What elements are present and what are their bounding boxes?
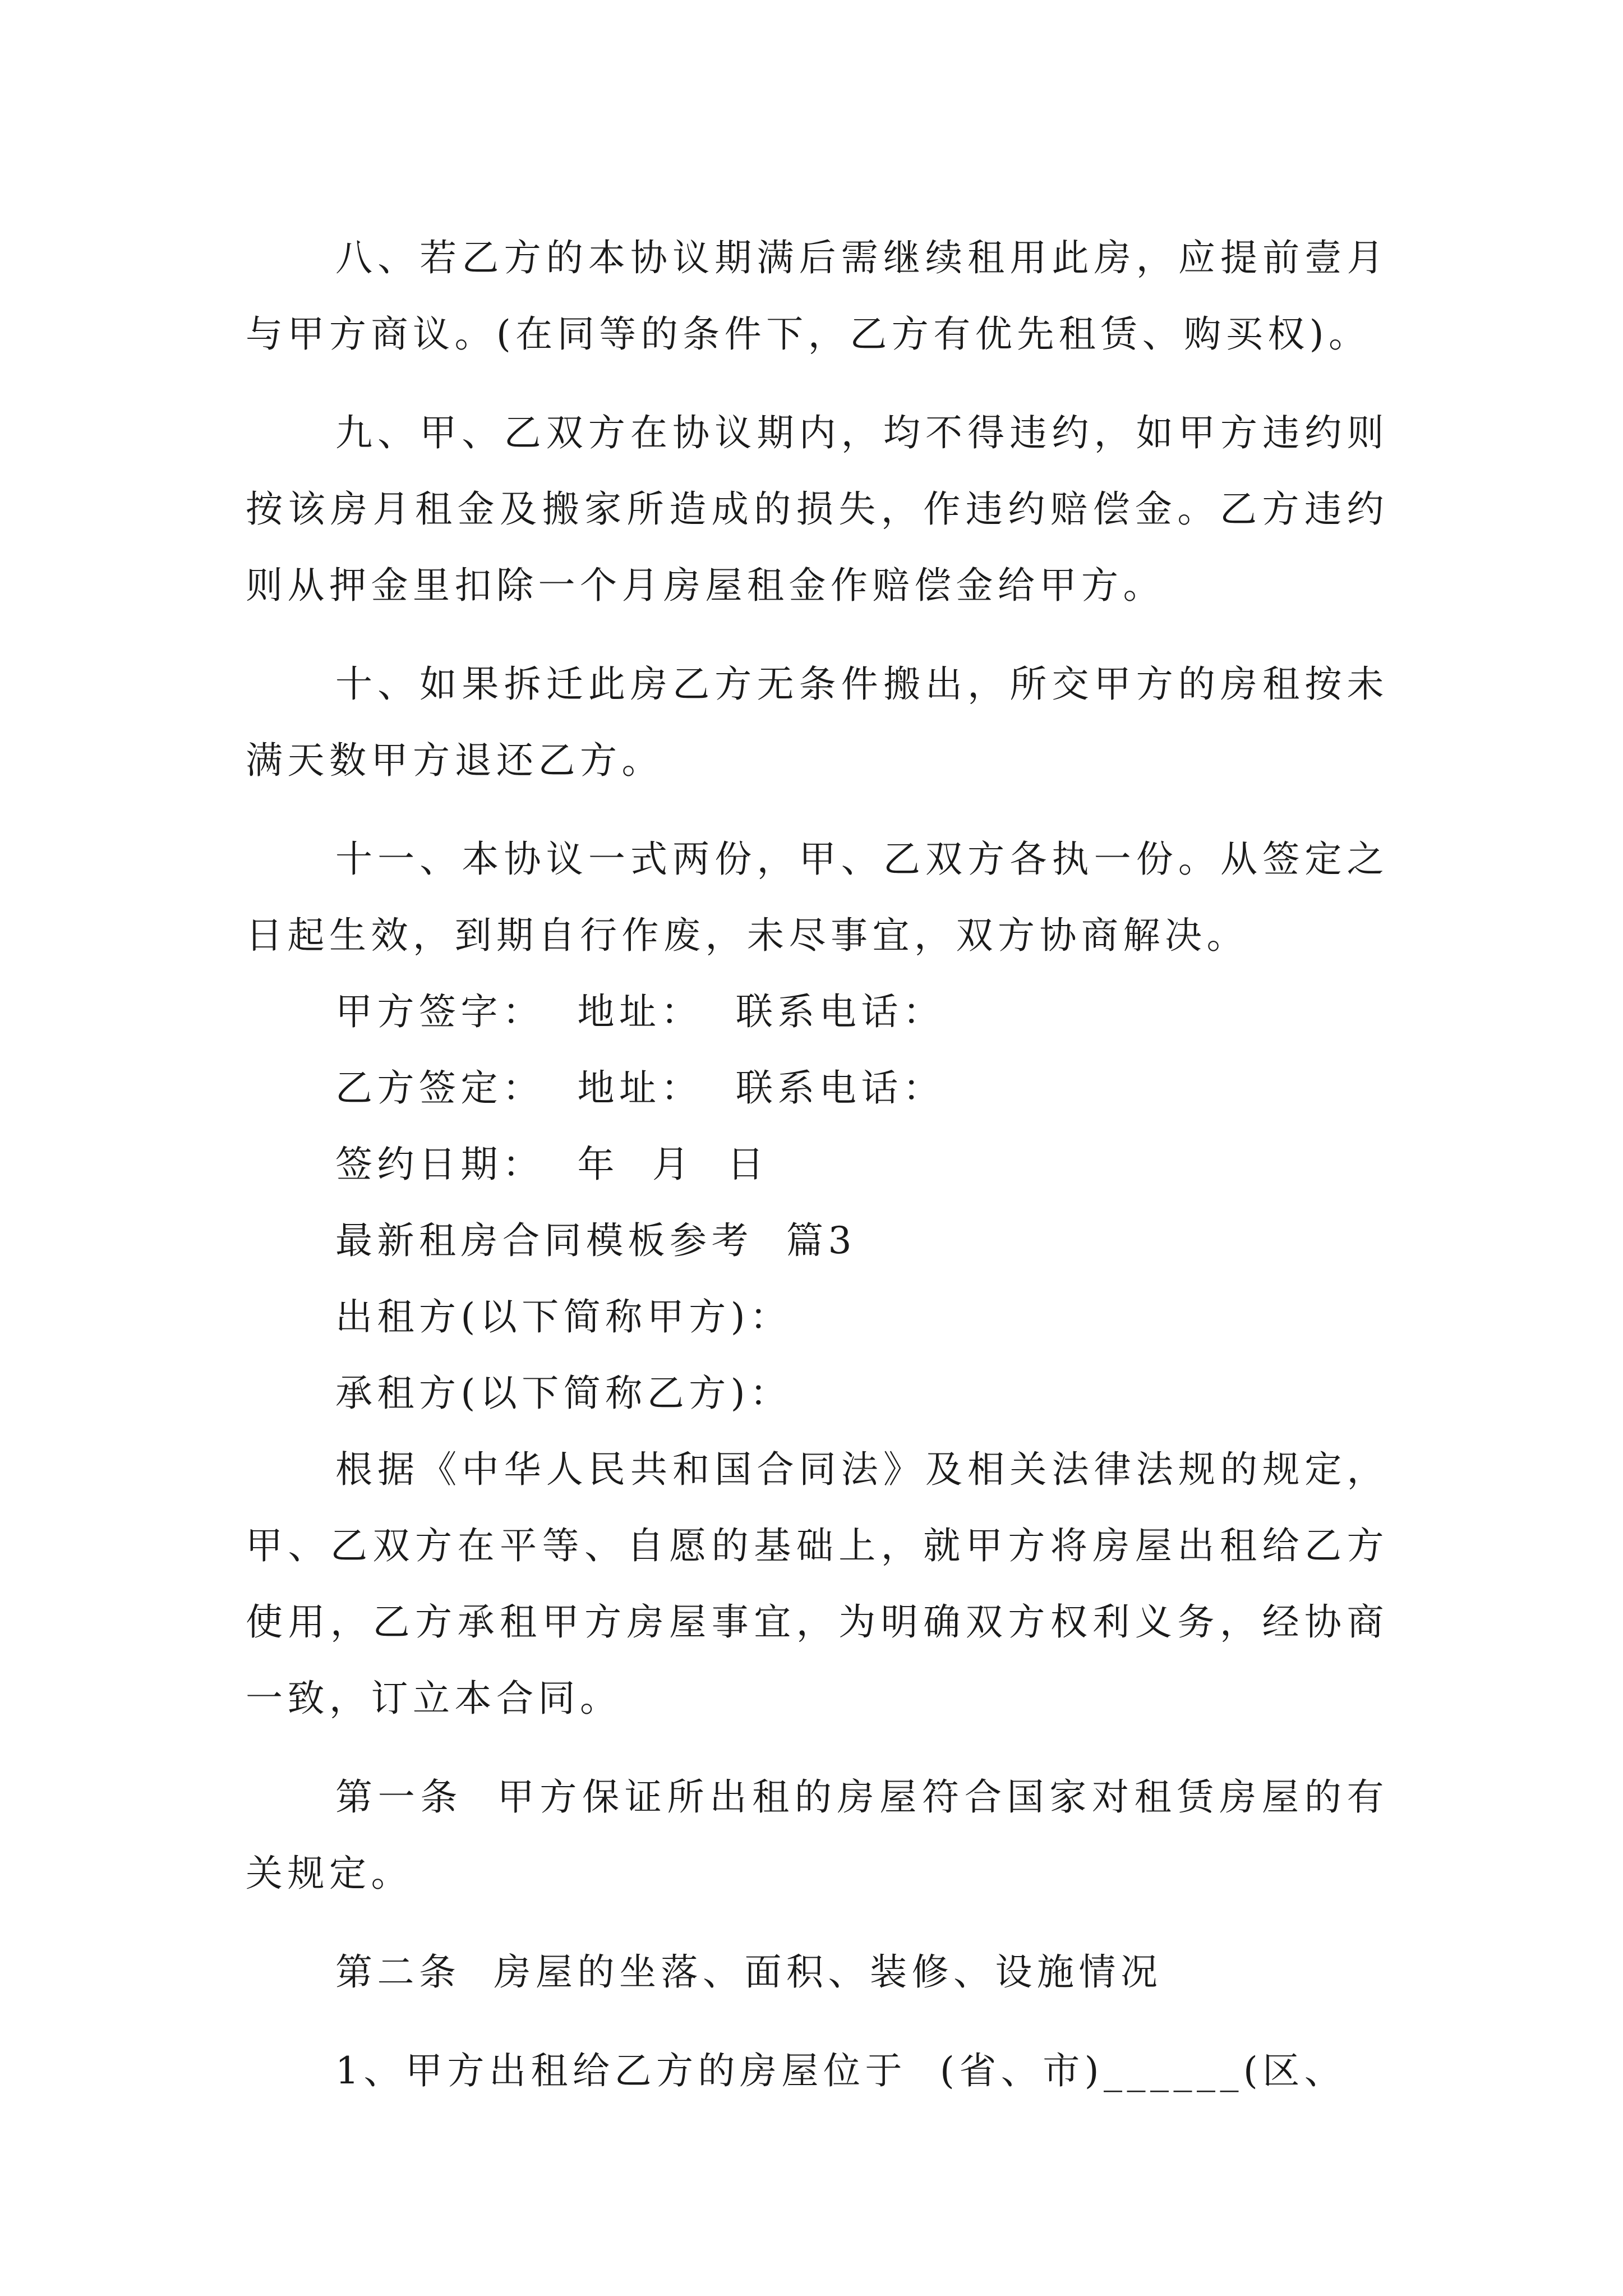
signature-line-party-b: 乙方签定： 地址： 联系电话：: [335, 1066, 945, 1110]
clause-eleven: 十一、本协议一式两份，甲、乙双方各执一份。从签定之日起生效，到期自行作废，未尽事宜，双方协商解决。: [246, 838, 1389, 957]
preamble-paragraph: 根据《中华人民共和国合同法》及相关法律法规的规定，甲、乙双方在平等、自愿的基础上，就甲方将房屋出租给乙方使用，乙方承租甲方房屋事宜，为明确双方权利义务，经协商一致，订立本合同。: [246, 1448, 1389, 1720]
document-body: [246, 220, 1389, 2109]
article-two-title: 第二条 房屋的坐落、面积、装修、设施情况: [335, 1950, 1163, 1994]
signing-date-line: 签约日期： 年 月 日: [335, 1143, 769, 1186]
signature-line-party-a: 甲方签字： 地址： 联系电话：: [335, 990, 945, 1033]
lessor-line: 出租方(以下简称甲方)：: [335, 1295, 792, 1338]
lessee-line: 承租方(以下简称乙方)：: [335, 1372, 792, 1415]
clause-ten: 十、如果拆迁此房乙方无条件搬出，所交甲方的房租按未满天数甲方退还乙方。: [246, 662, 1389, 782]
clause-nine: 九、甲、乙双方在协议期内，均不得违约，如甲方违约则按该房月租金及搬家所造成的损失，作违约赔偿金。乙方违约则从押金里扣除一个月房屋租金作赔偿金给甲方。: [246, 411, 1389, 607]
section-title: 最新租房合同模板参考 篇3: [335, 1219, 856, 1262]
article-one: 第一条 甲方保证所出租的房屋符合国家对租赁房屋的有关规定。: [246, 1775, 1389, 1895]
article-two-item-one: 1、甲方出租给乙方的房屋位于 (省、市)______(区、: [335, 2049, 1347, 2092]
clause-eight: 八、若乙方的本协议期满后需继续租用此房，应提前壹月与甲方商议。(在同等的条件下，乙方有优先租赁、购买权)。: [246, 236, 1389, 356]
